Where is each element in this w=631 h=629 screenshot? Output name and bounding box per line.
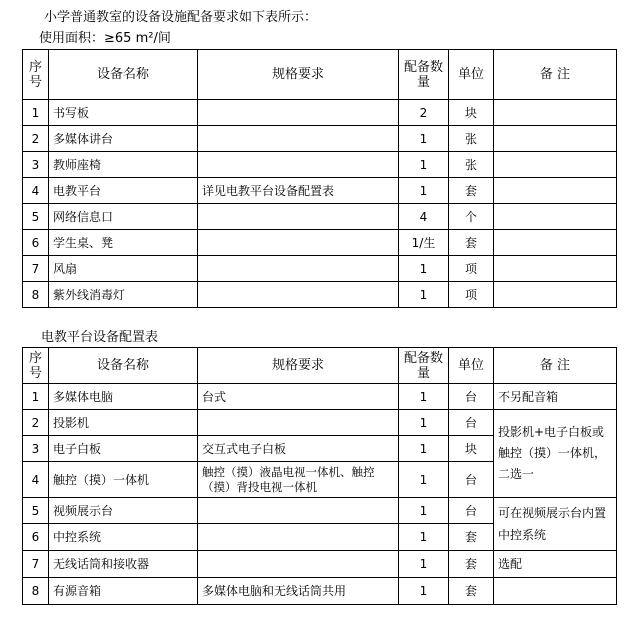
row-note — [494, 578, 617, 605]
row-name: 有源音箱 — [49, 578, 198, 605]
row-no: 3 — [23, 152, 49, 178]
header-no: 序号 — [23, 50, 49, 100]
row-no: 6 — [23, 230, 49, 256]
row-qty: 1 — [399, 551, 449, 578]
row-qty: 1 — [399, 384, 449, 410]
row-note: 选配 — [494, 551, 617, 578]
row-unit: 台 — [449, 462, 494, 498]
table-header-row — [23, 50, 617, 100]
table-row — [23, 152, 617, 178]
row-no: 1 — [23, 100, 49, 126]
av-platform-table — [22, 347, 617, 605]
row-unit: 块 — [449, 100, 494, 126]
table-row — [23, 178, 617, 204]
row-unit: 套 — [449, 578, 494, 605]
row-spec — [198, 498, 399, 524]
row-spec: 触控（摸）液晶电视一体机、触控（摸）背投电视一体机 — [198, 462, 399, 498]
row-no: 4 — [23, 178, 49, 204]
row-qty: 1 — [399, 436, 449, 462]
row-qty: 1 — [399, 578, 449, 605]
row-qty: 1 — [399, 152, 449, 178]
row-unit: 项 — [449, 282, 494, 308]
row-name: 触控（摸）一体机 — [49, 462, 198, 498]
row-no: 8 — [23, 578, 49, 605]
row-note — [494, 230, 617, 256]
row-note — [494, 178, 617, 204]
row-name: 网络信息口 — [49, 204, 198, 230]
row-qty: 1 — [399, 410, 449, 436]
row-no: 7 — [23, 551, 49, 578]
table-row — [23, 384, 617, 410]
row-name: 学生桌、凳 — [49, 230, 198, 256]
table-row — [23, 551, 617, 578]
row-qty: 1 — [399, 282, 449, 308]
row-unit: 套 — [449, 230, 494, 256]
row-name: 电教平台 — [49, 178, 198, 204]
header-qty: 配备数量 — [399, 50, 449, 100]
row-name: 投影机 — [49, 410, 198, 436]
row-name: 多媒体电脑 — [49, 384, 198, 410]
usage-area: 使用面积：≥65 m²/间 — [39, 31, 171, 46]
row-unit: 个 — [449, 204, 494, 230]
row-no: 6 — [23, 524, 49, 551]
row-spec: 多媒体电脑和无线话筒共用 — [198, 578, 399, 605]
row-spec — [198, 152, 399, 178]
row-unit: 张 — [449, 126, 494, 152]
row-name: 教师座椅 — [49, 152, 198, 178]
row-name: 无线话筒和接收器 — [49, 551, 198, 578]
row-spec: 台式 — [198, 384, 399, 410]
row-qty: 4 — [399, 204, 449, 230]
row-note — [494, 204, 617, 230]
row-unit: 套 — [449, 551, 494, 578]
row-unit: 台 — [449, 384, 494, 410]
row-no: 8 — [23, 282, 49, 308]
row-name: 视频展示台 — [49, 498, 198, 524]
row-name: 多媒体讲台 — [49, 126, 198, 152]
row-qty: 1/生 — [399, 230, 449, 256]
row-note-merged: 可在视频展示台内置中控系统 — [494, 498, 617, 551]
row-no: 2 — [23, 126, 49, 152]
row-spec — [198, 204, 399, 230]
row-note — [494, 152, 617, 178]
header-unit: 单位 — [449, 50, 494, 100]
row-note-merged: 投影机+电子白板或触控（摸）一体机，二选一 — [494, 410, 617, 498]
header-name: 设备名称 — [49, 348, 198, 384]
row-spec: 详见电教平台设备配置表 — [198, 178, 399, 204]
header-note: 备 注 — [494, 50, 617, 100]
row-no: 5 — [23, 498, 49, 524]
row-qty: 1 — [399, 498, 449, 524]
row-spec — [198, 230, 399, 256]
row-no: 1 — [23, 384, 49, 410]
row-note: 不另配音箱 — [494, 384, 617, 410]
row-spec — [198, 551, 399, 578]
row-name: 电子白板 — [49, 436, 198, 462]
row-qty: 1 — [399, 126, 449, 152]
row-name: 书写板 — [49, 100, 198, 126]
row-spec — [198, 256, 399, 282]
row-spec — [198, 126, 399, 152]
row-note — [494, 256, 617, 282]
row-qty: 2 — [399, 100, 449, 126]
row-qty: 1 — [399, 524, 449, 551]
row-note — [494, 100, 617, 126]
row-no: 3 — [23, 436, 49, 462]
row-qty: 1 — [399, 256, 449, 282]
row-qty: 1 — [399, 178, 449, 204]
row-no: 5 — [23, 204, 49, 230]
header-qty: 配备数量 — [399, 348, 449, 384]
row-spec — [198, 100, 399, 126]
table-row — [23, 256, 617, 282]
row-no: 2 — [23, 410, 49, 436]
row-name: 紫外线消毒灯 — [49, 282, 198, 308]
table-row — [23, 126, 617, 152]
row-qty: 1 — [399, 462, 449, 498]
row-unit: 套 — [449, 524, 494, 551]
header-spec: 规格要求 — [198, 50, 399, 100]
row-unit: 项 — [449, 256, 494, 282]
row-spec: 交互式电子白板 — [198, 436, 399, 462]
row-unit: 块 — [449, 436, 494, 462]
row-unit: 张 — [449, 152, 494, 178]
table-row — [23, 578, 617, 605]
row-note — [494, 126, 617, 152]
table-header-row — [23, 348, 617, 384]
table-row — [23, 410, 617, 436]
row-note — [494, 282, 617, 308]
row-name: 中控系统 — [49, 524, 198, 551]
row-no: 4 — [23, 462, 49, 498]
table-row — [23, 230, 617, 256]
header-spec: 规格要求 — [198, 348, 399, 384]
classroom-equipment-table — [22, 49, 617, 308]
intro-title: 小学普通教室的设备设施配备要求如下表所示： — [44, 10, 318, 25]
table-row — [23, 100, 617, 126]
row-name: 风扇 — [49, 256, 198, 282]
table-row — [23, 204, 617, 230]
row-unit: 台 — [449, 498, 494, 524]
table-row — [23, 282, 617, 308]
row-unit: 套 — [449, 178, 494, 204]
header-name: 设备名称 — [49, 50, 198, 100]
row-spec — [198, 410, 399, 436]
row-unit: 台 — [449, 410, 494, 436]
row-spec — [198, 282, 399, 308]
table2-caption: 电教平台设备配置表 — [41, 330, 159, 345]
row-spec — [198, 524, 399, 551]
header-no: 序号 — [23, 348, 49, 384]
row-no: 7 — [23, 256, 49, 282]
header-note: 备 注 — [494, 348, 617, 384]
table-row — [23, 498, 617, 524]
header-unit: 单位 — [449, 348, 494, 384]
